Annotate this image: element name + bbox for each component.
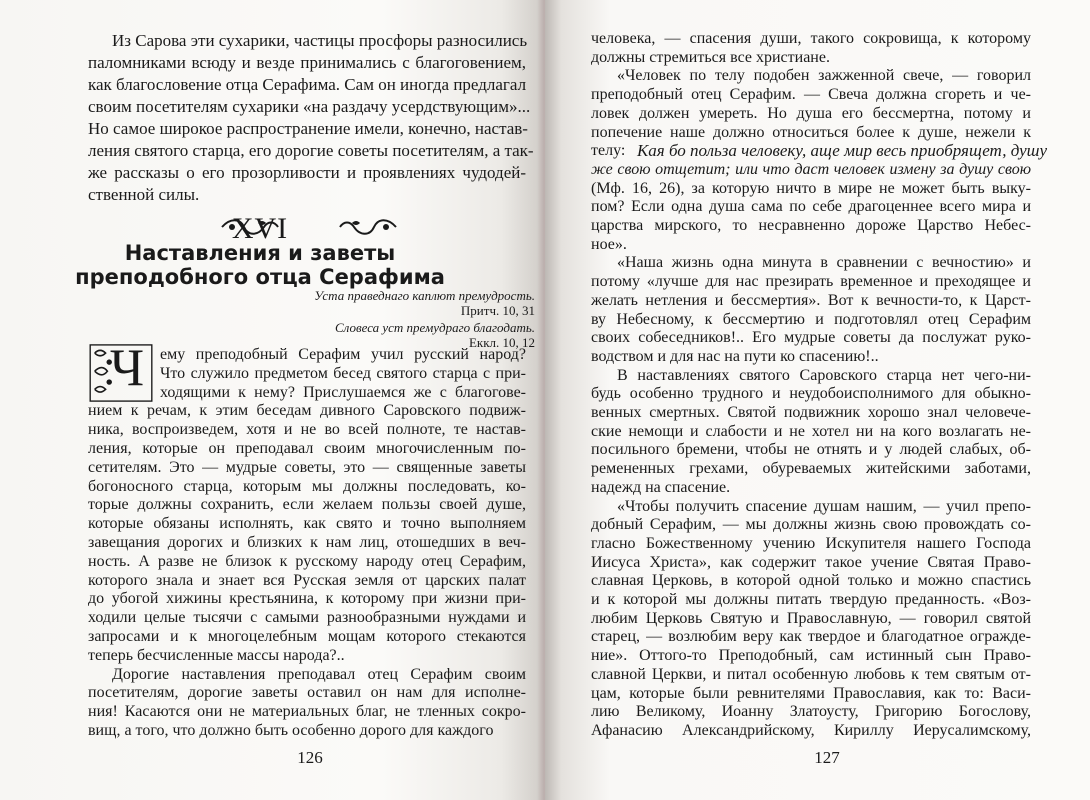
epigraph-text: Словеса уст премудраго благодать.	[334, 320, 535, 335]
paragraph-line: должны стремиться все христиане.	[591, 48, 830, 66]
paragraph-line: надежд на спасение.	[591, 478, 731, 496]
paragraph-line: лию Великому, Иоанну Златоусту, Григорию Богослову,	[591, 703, 1031, 721]
paragraph-line: ления, которые он преподавал своим многочисленным по-	[88, 440, 526, 457]
scripture-quote-line: Кая бо польза человеку, аще мир весь приобрящет, душу	[637, 141, 1048, 161]
paragraph-line: пом? Если одна душа сама по себе драгоценнее всего мира и	[591, 198, 1031, 216]
paragraph-line: ходящими к нему? Прислушаемся же с благогове-	[160, 383, 526, 401]
paragraph-line: теперь бесчисленные массы народа?..	[88, 646, 345, 664]
paragraph-line: ность. А разве не близок к русскому народу отец Серафим,	[88, 552, 526, 570]
paragraph-line: телу:	[591, 142, 626, 160]
paragraph-line: «Человек по телу подобен зажженной свече, — говорил	[617, 67, 1031, 85]
paragraph-line: водством и для нас на пути ко спасению!..	[591, 347, 879, 365]
paragraph-line: нием к речам, к этим беседам дивного Саровского подвиж-	[88, 402, 526, 420]
paragraph-line: Но самое широкое распространение имели, конечно, настав-	[88, 119, 528, 138]
paragraph-line: (Мф. 16, 26), за которую ничто в мире не может быть выку-	[591, 179, 1031, 197]
paragraph-line: богоносного старца, которым мы должны последовать, ко-	[88, 477, 526, 495]
paragraph-line: и к которой мы должны питать твердую преданность. «Воз-	[591, 591, 1031, 609]
paragraph-line: ловек должен умереть. Но душа его бессмертна, потому и	[591, 104, 1031, 122]
chapter-number: XVI	[231, 212, 289, 245]
paragraph-line: же рассказы о его прозорливости и проявлениях чудодей-	[88, 163, 526, 182]
paragraph-line: которого знала и знает вся Русская земля от царских палат	[88, 571, 526, 589]
paragraph-line: В наставлениях святого Саровского старца нет чего-ни-	[617, 366, 1031, 384]
paragraph-line: ния! Касаются они не материальных благ, не тленных сокро-	[88, 703, 526, 721]
chapter-title-line-2: преподобного отца Серафима	[75, 265, 445, 289]
page-number: 126	[297, 748, 323, 767]
paragraph-line: паломниками всюду и везде принимались с благоговением,	[88, 53, 526, 72]
paragraph-line: вищ, а того, что должно быть особенно дорого для каждого	[88, 722, 494, 739]
right-ornament-icon	[336, 216, 400, 238]
paragraph-line: ему преподобный Серафим учил русский народ?	[160, 346, 526, 363]
paragraph-line: старец, — возлюбим веру как твердое и благодатное огражде-	[591, 628, 1031, 646]
paragraph-line: Что служило предметом бесед святого старца с при-	[160, 364, 526, 382]
paragraph-line: торые должны сохранить, если желаем пользы своей душе,	[88, 496, 526, 514]
paragraph-line: потому «лучше для нас презирать временное и преходящее и	[591, 273, 1031, 291]
paragraph-line: ские немощи и слабости и не хотел ни на кого возлагать не-	[591, 422, 1031, 440]
paragraph-line: ное».	[591, 235, 627, 253]
paragraph-line: попечение наше должно относиться более к душе, нежели к	[591, 123, 1031, 141]
paragraph-line: человека, — спасения души, такого сокровища, к которому	[591, 30, 1031, 47]
paragraph-line: ние». Оттого-то Преподобный, сам истинный сын Право-	[591, 647, 1031, 665]
paragraph-line: своих собеседников!.. Его мудрые советы да послужат руко-	[591, 329, 1031, 347]
scripture-quote-line: же свою отщетит; или что даст человек измену за душу свою	[591, 160, 1031, 178]
paragraph-line: ственной силы.	[88, 185, 200, 204]
paragraph-line: венных смертных. Святой подвижник хорошо знал человече-	[591, 404, 1031, 422]
paragraph-line: ления святого старца, его дорогие советы посетителям, а так-	[88, 141, 534, 160]
paragraph-line: Из Сарова эти сухарики, частицы просфоры разносились	[112, 31, 528, 50]
paragraph-line: любим Церковь Святую и Православную, — говорил святой	[591, 609, 1031, 627]
chapter-title-line-1: Наставления и заветы	[124, 241, 396, 265]
paragraph-line: своим посетителям сухарики «на раздачу усердствующим»...	[88, 97, 531, 116]
paragraph-line: Дорогие наставления преподавал отец Серафим своим	[112, 665, 526, 683]
paragraph-line: Афанасию Александрийскому, Кириллу Иерусалимскому,	[591, 722, 1031, 739]
paragraph-line: цам, которые были ревнителями Православия, как то: Васи-	[591, 684, 1031, 702]
paragraph-line: завещания дорогих и близких к нам лиц, отошедших в веч-	[88, 534, 526, 551]
paragraph-line: преподобный отец Серафим. — Свеча должна сгореть и че-	[591, 86, 1031, 104]
paragraph-line: ремененных грехами, обуреваемых житейскими заботами,	[591, 460, 1031, 478]
paragraph-line: «Наша жизнь одна минута в сравнении с вечностию» и	[617, 254, 1031, 272]
paragraph-line: славная Церковь, в которой одной только и можно спастись	[591, 572, 1031, 590]
paragraph-line: запросами и к многоцелебным мощам которого стекаются	[88, 628, 526, 645]
paragraph-line: Иисуса Христа», как содержит такое учение Святая Право-	[591, 553, 1031, 571]
epigraph-reference: Притч. 10, 31	[460, 303, 535, 318]
paragraph-line: которые обязаны исполнять, как свято и точно выполняем	[88, 515, 526, 533]
paragraph-line: посетителям, дорогие заветы оставил он нам для исполне-	[88, 684, 526, 702]
paragraph-line: царства мирского, то несравненно дороже Царство Небес-	[591, 217, 1031, 235]
right-page	[545, 0, 1090, 800]
paragraph-line: как благословение отца Серафима. Сам он иногда предлагал	[88, 75, 527, 94]
dropcap-letter: Ч	[110, 339, 145, 397]
page-number: 127	[814, 748, 840, 767]
epigraph-reference: Еккл. 10, 12	[468, 335, 535, 350]
epigraph-text: Уста праведнаго каплют премудрость.	[314, 288, 535, 303]
paragraph-line: сетителям. Это — мудрые советы, это — священные заветы	[88, 458, 526, 476]
paragraph-line: до убогой хижины крестьянина, к которому при жизни при-	[88, 590, 526, 608]
paragraph-line: славной Церкви, и питал особенную любовь к тем святым от-	[591, 665, 1031, 683]
paragraph-line: ходили целые тысячи с самыми разнообразными нуждами и	[88, 609, 526, 627]
paragraph-line: будь особенно трудного и неудобоисполнимого для обыкно-	[591, 385, 1031, 403]
paragraph-line: добный Серафим, — мы должны жизнь свою провождать со-	[591, 516, 1031, 534]
paragraph-line: «Чтобы получить спасение душам нашим, — учил препо-	[617, 497, 1031, 515]
paragraph-line: ника, воспроизведем, хотя и не во всей полноте, те настав-	[88, 421, 526, 439]
paragraph-line: ву Небесному, к бессмертию и подготовлял отец Серафим	[591, 310, 1031, 328]
paragraph-line: гласно Божественному учению Искупителя нашего Господа	[591, 534, 1031, 552]
paragraph-line: посильного бремени, чтобы не отнять и у людей слабых, об-	[591, 441, 1031, 459]
paragraph-line: желать нетления и бессмертия». Вот к вечности-то, к Царст-	[591, 291, 1031, 309]
